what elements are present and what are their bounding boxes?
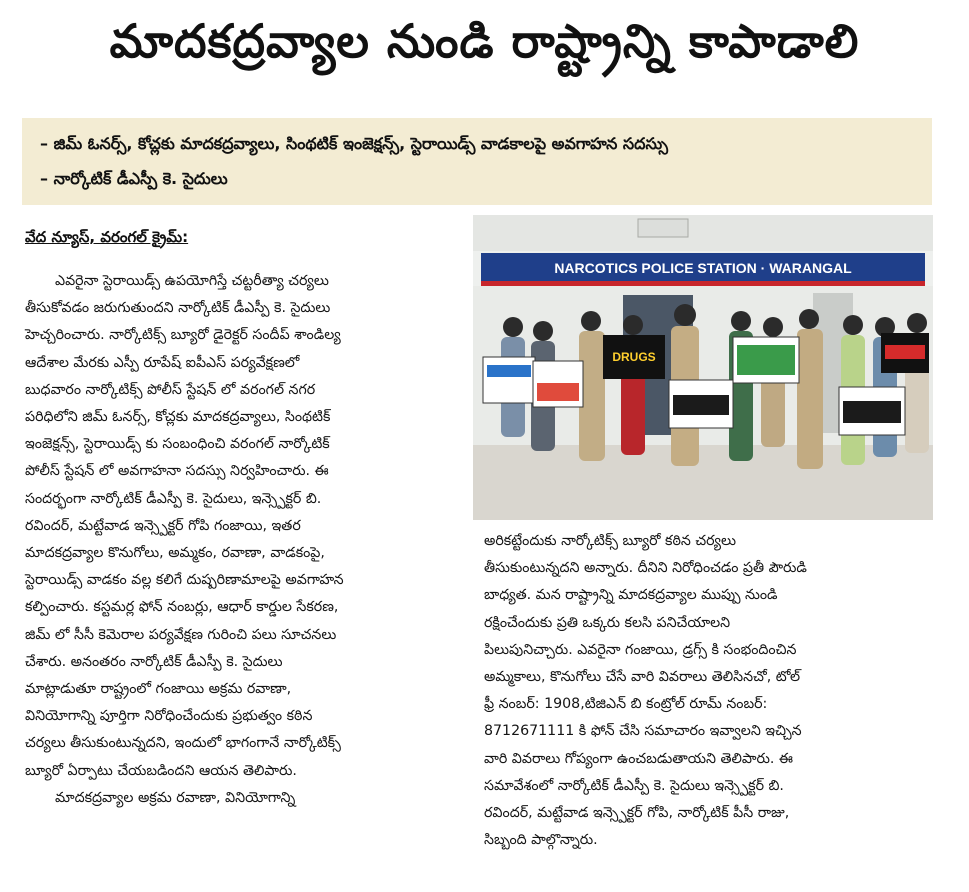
text-line: పిలుపునిచ్చారు. ఎవరైనా గంజాయి, డ్రగ్స్ కి సంభందించిన — [484, 641, 797, 658]
headline: మాదకద్రవ్యాల నుండి రాష్ట్రాన్ని కాపాడాలి — [109, 14, 860, 68]
article-right-column — [484, 528, 934, 854]
text-line: అమ్మకాలు, కొనుగోలు చేసే వారి వివరాలు తెలిసినచో, టోల్ — [484, 669, 800, 686]
text-line: వినియోగాన్ని పూర్తిగా నిరోధించేందుకు ప్రభుత్వం కఠిన — [25, 708, 313, 725]
news-photo — [473, 215, 933, 520]
text-line: ఫ్రీ నంబర్: 1908,టిజిఎన్ బి కంట్రోల్ రూమ్ నంబర్: — [484, 696, 768, 713]
text-line: స్టెరాయిడ్స్ వాడకం వల్ల కలిగే దుష్పరిణామాలపై అవగాహన — [25, 572, 344, 589]
text-line: సమావేశంలో నార్కోటిక్ డీఎస్పీ కె. సైదులు ఇన్స్పెక్టర్ బి. — [484, 777, 784, 794]
text-line: పరిధిలోని జిమ్ ఓనర్స్, కోచ్లకు మాదకద్రవ్యాలు, సింథటిక్ — [25, 409, 331, 426]
text-line: కల్పించారు. కస్టమర్ల ఫోన్ నంబర్లు, ఆధార్ కార్డుల సేకరణ, — [25, 599, 339, 616]
summary-line: – జిమ్ ఓనర్స్, కోచ్లకు మాదకద్రవ్యాలు, సింథటిక్ ఇంజెక్షన్స్, స్టెరాయిడ్స్ వాడకాలపై అవగాహన సదస్సు — [40, 134, 669, 153]
summary-box — [22, 118, 932, 205]
poster-text: DRUGS — [612, 350, 656, 364]
sign-text: NARCOTICS POLICE STATION · WARANGAL — [554, 260, 852, 276]
text-line: బాధ్యత. మన రాష్ట్రాన్ని మాదకద్రవ్యాల ముప్పు నుండి — [484, 587, 778, 604]
text-line: సందర్భంగా నార్కోటిక్ డీఎస్పీ కె. సైదులు, ఇన్స్పెక్టర్ బి. — [25, 490, 322, 507]
text-line: ఆదేశాల మేరకు ఎస్పీ రూపేష్ ఐపీఎస్ పర్యవేక్షణలో — [25, 354, 300, 371]
article-left-column — [25, 268, 465, 812]
text-line: చేశారు. అనంతరం నార్కోటిక్ డీఎస్పీ కె. సైదులు — [25, 653, 283, 670]
text-line: రక్షించేందుకు ప్రతి ఒక్కరు కలసి పనిచేయాలని — [484, 614, 731, 631]
text-line: ఇంజెక్షన్స్, స్టెరాయిడ్స్ కు సంబంధించి వరంగల్ నార్కోటిక్ — [25, 436, 330, 453]
text-line: బుధవారం నార్కోటిక్స్ పోలీస్ స్టేషన్ లో వరంగల్ నగర — [25, 381, 316, 398]
text-line: రవిందర్, మట్టేవాడ ఇన్స్పెక్టర్ గోపి గంజాయి, ఇతర — [25, 517, 301, 534]
text-line: హెచ్చరించారు. నార్కోటిక్స్ బ్యూరో డైరెక్టర్ సందీప్ శాండిల్య — [25, 327, 341, 344]
text-line: మాట్లాడుతూ రాష్ట్రంలో గంజాయి అక్రమ రవాణా, — [25, 681, 292, 698]
text-line: పోలీస్ స్టేషన్ లో అవగాహనా సదస్సు నిర్వహించారు. ఈ — [25, 463, 329, 480]
text-line: తీసుకోవడం జరుగుతుందని నార్కోటిక్ డీఎస్పీ కె. సైదులు — [25, 300, 331, 317]
text-line: బ్యూరో ఏర్పాటు చేయబడిందని ఆయన తెలిపారు. — [25, 762, 297, 779]
text-line: చర్యలు తీసుకుంటున్నదని, ఇందులో భాగంగానే నార్కోటిక్స్ — [25, 735, 341, 752]
byline: వేద న్యూస్, వరంగల్ క్రైమ్: — [25, 228, 189, 246]
text-line: తీసుకుంటున్నదని అన్నారు. దీనిని నిరోధించడం ప్రతీ పౌరుడి — [484, 560, 807, 577]
text-line: ఎవరైనా స్టెరాయిడ్స్ ఉపయోగిస్తే చట్టరీత్యా చర్యలు — [55, 273, 329, 289]
text-line: 8712671111 కి ఫోన్ చేసి సమాచారం ఇవ్వాలని ఇచ్చిన — [484, 723, 802, 740]
text-line: రవిందర్, మట్టేవాడ ఇన్స్పెక్టర్ గోపి, నార్కోటిక్ పీసీ రాజు, — [484, 805, 790, 822]
text-line: మాదకద్రవ్యాల కొనుగోలు, అమ్మకం, రవాణా, వాడకంపై, — [25, 545, 325, 562]
text-line: వారి వివరాలు గోప్యంగా ఉంచబడుతాయని తెలిపారు. ఈ — [484, 750, 793, 767]
text-line: సిబ్బంది పాల్గొన్నారు. — [484, 832, 598, 849]
summary-line: – నార్కోటిక్ డీఎస్పీ కె. సైదులు — [40, 169, 228, 188]
text-line: మాదకద్రవ్యాల అక్రమ రవాణా, వినియోగాన్ని — [55, 789, 296, 806]
text-line: అరికట్టేందుకు నార్కోటిక్స్ బ్యూరో కఠిన చర్యలు — [484, 533, 737, 549]
text-line: జిమ్ లో సీసీ కెమెరాల పర్యవేక్షణ గురించి పలు సూచనలు — [25, 626, 337, 643]
